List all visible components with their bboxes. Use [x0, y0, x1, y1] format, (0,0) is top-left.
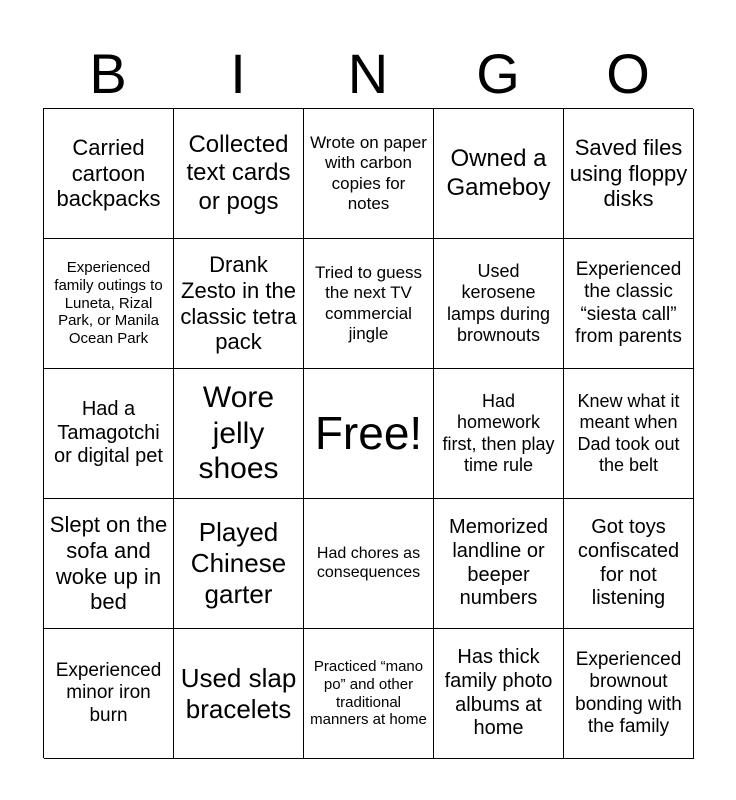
bingo-cell-n5[interactable]: Practiced “mano po” and other traditional manners at home — [304, 629, 434, 759]
bingo-cell-o2[interactable]: Experienced the classic “siesta call” from parents — [564, 239, 694, 369]
bingo-cell-free[interactable]: Free! — [304, 369, 434, 499]
bingo-cell-b5[interactable]: Experienced minor iron burn — [44, 629, 174, 759]
bingo-cell-b1[interactable]: Carried cartoon backpacks — [44, 109, 174, 239]
bingo-cell-n1[interactable]: Wrote on paper with carbon copies for notes — [304, 109, 434, 239]
bingo-cell-i3[interactable]: Wore jelly shoes — [174, 369, 304, 499]
bingo-cell-g4[interactable]: Memorized landline or beeper numbers — [434, 499, 564, 629]
header-letter-b: B — [89, 42, 127, 105]
bingo-cell-i1[interactable]: Collected text cards or pogs — [174, 109, 304, 239]
header-letter-g: G — [476, 42, 520, 105]
bingo-header — [43, 40, 693, 108]
header-letter-i: I — [230, 42, 246, 105]
bingo-cell-b2[interactable]: Experienced family outings to Luneta, Rizal Park, or Manila Ocean Park — [44, 239, 174, 369]
header-letter-o: O — [606, 42, 650, 105]
bingo-cell-i4[interactable]: Played Chinese garter — [174, 499, 304, 629]
bingo-cell-b3[interactable]: Had a Tamagotchi or digital pet — [44, 369, 174, 499]
bingo-cell-g5[interactable]: Has thick family photo albums at home — [434, 629, 564, 759]
bingo-cell-g2[interactable]: Used kerosene lamps during brownouts — [434, 239, 564, 369]
bingo-cell-o1[interactable]: Saved files using floppy disks — [564, 109, 694, 239]
bingo-cell-i5[interactable]: Used slap bracelets — [174, 629, 304, 759]
bingo-cell-n4[interactable]: Had chores as consequences — [304, 499, 434, 629]
bingo-cell-o4[interactable]: Got toys confiscated for not listening — [564, 499, 694, 629]
bingo-cell-g1[interactable]: Owned a Gameboy — [434, 109, 564, 239]
bingo-cell-b4[interactable]: Slept on the sofa and woke up in bed — [44, 499, 174, 629]
bingo-board — [43, 108, 693, 758]
bingo-cell-o5[interactable]: Experienced brownout bonding with the family — [564, 629, 694, 759]
bingo-cell-i2[interactable]: Drank Zesto in the classic tetra pack — [174, 239, 304, 369]
bingo-cell-o3[interactable]: Knew what it meant when Dad took out the belt — [564, 369, 694, 499]
bingo-cell-n2[interactable]: Tried to guess the next TV commercial jingle — [304, 239, 434, 369]
header-letter-n: N — [347, 42, 389, 105]
bingo-cell-g3[interactable]: Had homework first, then play time rule — [434, 369, 564, 499]
